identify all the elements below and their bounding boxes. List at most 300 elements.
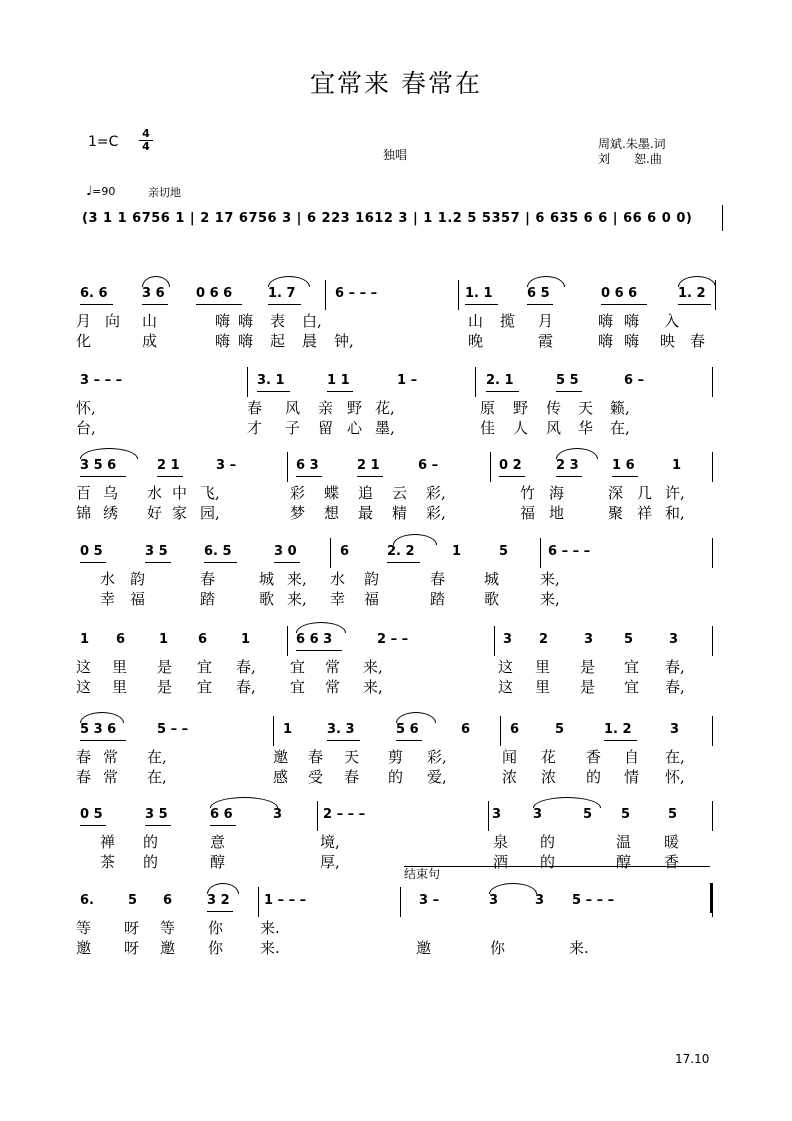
lyric-word: 邀 [160,939,176,957]
lyric-word: 心 [347,419,363,437]
beam-underline [207,911,233,912]
lyric-word: 精 [392,504,408,522]
note-group: 1 – – – [264,893,307,908]
note-group: 5 – – – [572,893,615,908]
lyric-word: 揽 [500,312,516,330]
lyric-word: 里 [112,658,128,676]
lyric-word: 来. [569,939,589,957]
note-group: 5 [555,722,565,737]
slur-arc [527,276,565,287]
lyric-word: 宜 [624,678,640,696]
system1-lyrics1 [0,310,792,328]
beam-underline [210,825,236,826]
prelude-notation: (3 1 1 6756 1 | 2 17 6756 3 | 6 223 1612 3 | 1 1.2 5 5357 | 6 635 6 6 | 66 6 0 0) [82,211,693,226]
note-group: 2 – – – [323,807,366,822]
lyric-word: 原 [480,399,496,417]
credits [598,137,666,167]
lyric-word: 聚 [608,504,624,522]
lyric-word: 锦 [76,504,92,522]
beam-underline [486,391,519,392]
note-group: 6 [198,632,208,647]
note-group: 3 [670,722,680,737]
lyric-word: 嗨 [598,312,614,330]
note-group: 1 [241,632,251,647]
note-group: 3 [669,632,679,647]
slur-arc [678,276,716,287]
lyric-word: 是 [157,678,173,696]
lyric-word: 城 [484,570,500,588]
lyric-word: 嗨 [598,332,614,350]
note-group: 1. 2 [678,286,706,301]
slur-arc [142,276,170,287]
lyric-word: 感 [273,768,289,786]
lyric-word: 等 [160,919,176,937]
lyric-word: 闻 [502,748,518,766]
lyric-word: 地 [549,504,565,522]
lyric-word: 里 [535,678,551,696]
lyric-word: 水 [330,570,346,588]
lyric-word: 来, [363,658,383,676]
lyric-word: 春, [665,658,685,676]
beam-underline [80,476,126,477]
lyric-word: 春 [430,570,446,588]
lyric-word: 山 [142,312,158,330]
lyric-word: 园, [200,504,220,522]
note-group: 6 – [418,458,439,473]
lyric-word: 春 [200,570,216,588]
system1-notes [0,286,792,308]
note-group: 1 1 [327,373,350,388]
tempo-value: =90 [92,185,116,198]
lyric-word: 情 [624,768,640,786]
bar-line [330,538,331,568]
lyric-word: 嗨 [215,332,231,350]
beam-underline [327,391,353,392]
lyric-word: 怀, [665,768,685,786]
bar-line [488,801,489,831]
lyric-word: 来, [363,678,383,696]
note-group: 5 [499,544,509,559]
quarter-note-icon: ♩ [86,184,93,199]
lyric-word: 留 [318,419,334,437]
beam-underline [612,476,638,477]
beam-underline [357,476,383,477]
lyric-word: 嗨 [238,312,254,330]
note-group: 6 [163,893,173,908]
note-group: 6 [461,722,471,737]
note-group: 6 – – – [335,286,378,301]
lyric-word: 入 [664,312,680,330]
lyric-word: 里 [535,658,551,676]
bar-line [712,716,713,746]
bar-line [540,538,541,568]
lyric-word: 邀 [416,939,432,957]
system5-lyrics2 [0,676,792,694]
note-group: 0 6 6 [601,286,638,301]
slur-arc [80,712,124,723]
lyric-word: 意 [210,833,226,851]
slur-arc [489,883,537,894]
note-group: 6. 6 [80,286,108,301]
lyric-word: 好 [147,504,163,522]
beam-underline [80,562,106,563]
bar-line [400,887,401,917]
beam-underline [268,304,301,305]
lyric-word: 祥 [637,504,653,522]
lyric-word: 是 [580,678,596,696]
note-group: 6 6 [210,807,233,822]
note-group: 3 5 [145,807,168,822]
lyric-word: 幸 [330,590,346,608]
lyric-word: 你 [208,919,224,937]
time-signature-bottom: 4 [142,140,150,153]
lyric-word: 乌 [103,484,119,502]
lyric-word: 嗨 [238,332,254,350]
note-group: 3 – – – [80,373,123,388]
beam-underline [601,304,647,305]
lyric-word: 城 [259,570,275,588]
system8-notes [0,893,792,915]
note-group: 3. 1 [257,373,285,388]
beam-underline [499,476,525,477]
beam-underline [80,825,106,826]
system5-lyrics1 [0,656,792,674]
note-group: 6 – – – [548,544,591,559]
lyric-word: 来, [540,590,560,608]
lyric-word: 厚, [320,853,340,871]
system6-notes [0,722,792,744]
note-group: 1 [159,632,169,647]
lyric-word: 花, [375,399,395,417]
lyric-word: 成 [142,332,158,350]
beam-underline [142,304,168,305]
lyric-word: 韵 [130,570,146,588]
lyric-word: 歌 [259,590,275,608]
slur-arc [533,797,601,808]
prelude-end-bar [722,205,723,231]
lyric-word: 山 [468,312,484,330]
page-number: 17.10 [675,1052,710,1066]
note-group: 3. 3 [327,722,355,737]
beam-underline [257,391,290,392]
note-group: 6 6 3 [296,632,333,647]
lyric-word: 墨, [375,419,395,437]
key-signature: 1=C [88,134,119,150]
note-group: 3 [273,807,283,822]
lyric-word: 幸 [100,590,116,608]
lyric-word: 歌 [484,590,500,608]
note-group: 2. 1 [486,373,514,388]
lyric-word: 几 [637,484,653,502]
lyric-word: 醇 [616,853,632,871]
beam-underline [465,304,498,305]
lyric-word: 彩 [290,484,306,502]
lyric-word: 花 [541,748,557,766]
lyric-word: 在, [610,419,630,437]
lyric-word: 茶 [100,853,116,871]
bar-line [325,280,326,310]
note-group: 2 – – [377,632,409,647]
note-group: 5 – – [157,722,189,737]
lyric-word: 踏 [430,590,446,608]
note-group: 6 [510,722,520,737]
lyric-word: 这 [498,658,514,676]
lyric-word: 在, [147,768,167,786]
note-group: 6 [116,632,126,647]
lyric-word: 春 [76,768,92,786]
beam-underline [387,562,420,563]
composer: 刘 恕.曲 [598,152,662,166]
beam-underline [678,304,711,305]
system4-notes [0,544,792,566]
lyric-word: 邀 [76,939,92,957]
lyric-word: 台, [76,419,96,437]
lyric-word: 水 [100,570,116,588]
lyric-word: 许, [665,484,685,502]
lyric-word: 和, [665,504,685,522]
lyric-word: 怀, [76,399,96,417]
lyric-word: 香 [664,853,680,871]
bar-line [317,801,318,831]
beam-underline [274,562,300,563]
lyric-word: 浓 [502,768,518,786]
song-title: 宜常来 春常在 [310,69,482,98]
lyric-word: 的 [388,768,404,786]
note-group: 3 [503,632,513,647]
beam-underline [80,304,113,305]
time-signature-top: 4 [139,128,153,141]
slur-arc [556,448,598,459]
lyric-word: 呀 [124,939,140,957]
note-group: 0 2 [499,458,522,473]
lyric-word: 彩, [426,504,446,522]
note-group: 0 5 [80,544,103,559]
note-group: 3 [489,893,499,908]
lyric-word: 化 [76,332,92,350]
system7-lyrics1 [0,831,792,849]
lyric-word: 晨 [302,332,318,350]
lyric-word: 境, [320,833,340,851]
lyric-word: 温 [616,833,632,851]
lyric-word: 春, [665,678,685,696]
note-group: 5 [621,807,631,822]
lyric-word: 韵 [364,570,380,588]
lyric-word: 竹 [520,484,536,502]
lyric-word: 春 [247,399,263,417]
lyric-word: 天 [578,399,594,417]
lyric-word: 佳 [480,419,496,437]
note-group: 5 [624,632,634,647]
slur-arc [210,797,278,808]
note-group: 3 [492,807,502,822]
lyric-word: 霞 [538,332,554,350]
lyric-word: 里 [112,678,128,696]
lyric-word: 是 [157,658,173,676]
bar-line [287,452,288,482]
lyric-word: 百 [76,484,92,502]
system2-lyrics1 [0,397,792,415]
bar-line [475,367,476,397]
slur-arc [393,534,437,545]
system6-lyrics2 [0,766,792,784]
lyric-word: 这 [498,678,514,696]
lyric-word: 宜 [624,658,640,676]
lyric-word: 华 [578,419,594,437]
lyric-word: 常 [103,748,119,766]
final-double-bar [710,883,713,913]
lyric-word: 醇 [210,853,226,871]
lyric-word: 追 [358,484,374,502]
note-group: 3 [584,632,594,647]
lyric-word: 钟, [334,332,354,350]
lyric-word: 彩, [427,748,447,766]
lyric-word: 春 [344,768,360,786]
lyric-word: 的 [540,853,556,871]
note-group: 6 5 [527,286,550,301]
ending-label: 结束句 [404,867,441,881]
lyric-word: 宜 [197,658,213,676]
time-signature [139,128,153,153]
lyric-word: 这 [76,658,92,676]
lyric-word: 禅 [100,833,116,851]
bar-line [712,626,713,656]
system3-notes [0,458,792,480]
bar-line [458,280,459,310]
beam-underline [296,476,322,477]
lyric-word: 来, [287,590,307,608]
lyric-word: 想 [324,504,340,522]
system8-lyrics2 [0,937,792,955]
system5-notes [0,632,792,654]
beam-underline [327,740,360,741]
bar-line [712,452,713,482]
system3-lyrics2 [0,502,792,520]
note-group: 1 – [397,373,418,388]
lyric-word: 春 [308,748,324,766]
lyric-word: 家 [172,504,188,522]
lyric-word: 常 [103,768,119,786]
note-group: 3 5 [145,544,168,559]
bar-line [712,538,713,568]
lyric-word: 你 [208,939,224,957]
lyric-word: 酒 [493,853,509,871]
note-group: 5 3 6 [80,722,117,737]
note-group: 6. 5 [204,544,232,559]
lyric-word: 等 [76,919,92,937]
lyric-word: 最 [358,504,374,522]
performance-type: 独唱 [383,148,408,162]
bar-line [712,801,713,831]
lyric-word: 受 [308,768,324,786]
lyric-word: 这 [76,678,92,696]
lyric-word: 春, [236,658,256,676]
lyric-word: 宜 [290,678,306,696]
note-group: 3 6 [142,286,165,301]
ending-bracket [404,866,710,867]
note-group: 1. 2 [604,722,632,737]
lyric-word: 野 [347,399,363,417]
lyric-word: 福 [364,590,380,608]
bar-line [287,626,288,656]
lyric-word: 云 [392,484,408,502]
note-group: 0 5 [80,807,103,822]
lyric-word: 踏 [200,590,216,608]
bar-line [712,367,713,397]
lyric-word: 绣 [103,504,119,522]
note-group: 0 6 6 [196,286,233,301]
lyric-word: 来. [260,919,280,937]
note-group: 2 1 [157,458,180,473]
lyric-word: 表 [270,312,286,330]
lyric-word: 月 [538,312,554,330]
beam-underline [604,740,637,741]
system4-lyrics2 [0,588,792,606]
lyric-word: 爱, [427,768,447,786]
beam-underline [80,740,126,741]
note-group: 2 [539,632,549,647]
note-group: 3 0 [274,544,297,559]
lyric-word: 起 [270,332,286,350]
note-group: 5 5 [556,373,579,388]
note-group: 1 [80,632,90,647]
beam-underline [556,476,582,477]
bar-line [490,452,491,482]
beam-underline [396,740,422,741]
slur-arc [80,448,138,459]
lyric-word: 月 [76,312,92,330]
lyric-word: 春 [76,748,92,766]
note-group: 2 3 [556,458,579,473]
lyric-word: 蝶 [324,484,340,502]
slur-arc [296,622,346,633]
lyric-word: 浓 [541,768,557,786]
expression-marking: 亲切地 [148,186,181,199]
lyric-word: 的 [586,768,602,786]
beam-underline [204,562,237,563]
lyric-word: 的 [143,833,159,851]
lyric-word: 向 [105,312,121,330]
lyric-word: 的 [143,853,159,871]
lyric-word: 福 [520,504,536,522]
lyric-word: 传 [546,399,562,417]
lyric-word: 常 [325,678,341,696]
bar-line [258,887,259,917]
lyric-word: 邀 [273,748,289,766]
note-group: 1 [672,458,682,473]
bar-line [500,716,501,746]
tempo-marking [86,184,115,199]
lyric-word: 籁, [610,399,630,417]
lyric-word: 来. [260,939,280,957]
lyric-word: 泉 [493,833,509,851]
note-group: 6 [340,544,350,559]
system2-lyrics2 [0,417,792,435]
note-group: 2 1 [357,458,380,473]
lyric-word: 剪 [388,748,404,766]
lyric-word: 嗨 [624,312,640,330]
system1-lyrics2 [0,330,792,348]
lyric-word: 水 [147,484,163,502]
lyric-word: 是 [580,658,596,676]
lyric-word: 暖 [664,833,680,851]
lyric-word: 亲 [318,399,334,417]
slur-arc [396,712,436,723]
lyric-word: 海 [549,484,565,502]
beam-underline [145,562,171,563]
lyric-word: 来, [540,570,560,588]
lyricist: 周斌.朱墨.词 [598,137,666,151]
lyric-word: 福 [130,590,146,608]
